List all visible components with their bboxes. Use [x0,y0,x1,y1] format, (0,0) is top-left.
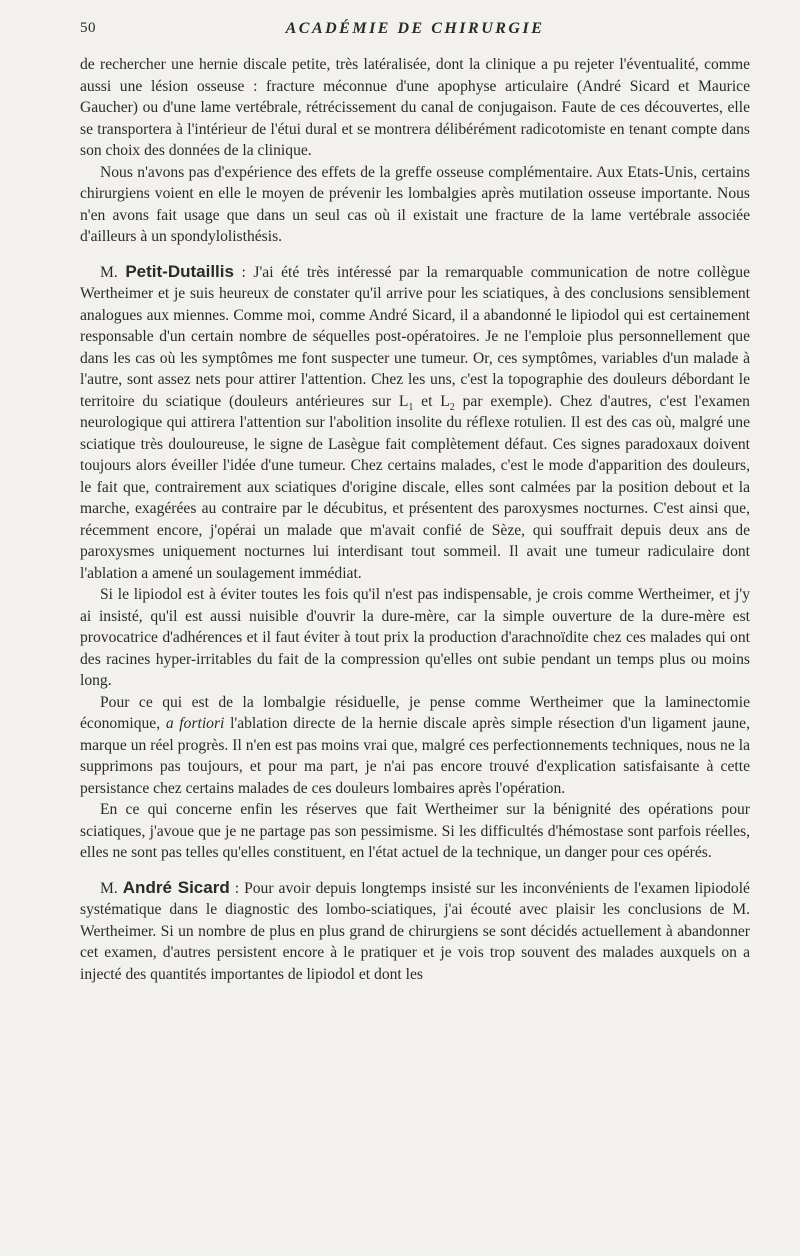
running-title: ACADÉMIE DE CHIRURGIE [285,20,545,37]
paragraph-lipiodol: Si le lipiodol est à éviter toutes les fois qu'il n'est pas indispensable, je crois comme Wertheimer, et j'y ai insisté, qu'il est aussi nuisible d'ouvrir la dure-mère, car la simple ouverture de la dure-mère est provocatrice d'adhérences et il faut éviter à tout prix la production d'arachnoïdite chez ces malades qui ont des racines hyper-irritables du fait de la compression qu'elles ont subie pendant un temps plus ou moins long. [80,586,750,689]
speaker-prefix: M. [100,879,123,897]
speaker-name-andre-sicard: André Sicard [122,877,230,897]
paragraph-text: Pour ce qui est de la lombalgie résiduelle, je pense comme Wertheimer que la laminectomie économique, [80,693,750,732]
paragraph-continuation: de rechercher une hernie discale petite, très latéralisée, dont la clinique a pu rejeter l'éventualité, comme aussi une lésion osseuse : fracture méconnue d'une apophyse articulaire (André Sicard et Maurice Gaucher) ou d'une lame vertébrale, rétrécissement du canal de conjugaison. Faute de ces découvertes, elle se transportera à l'intérieur de l'étui dural et se montrera délibérément radicotomiste en tenant compte dans son choix des données de la clinique. [80,56,750,159]
speaker-separator: : [233,263,254,281]
subscript: 1 [408,401,414,413]
page-number: 50 [80,20,96,36]
paragraph-reserves: En ce qui concerne enfin les réserves que fait Wertheimer sur la bénignité des opérations pour sciatiques, j'avoue que je ne partage pas son pessimisme. Si les difficultés d'hémostase sont parfois réelles, elles ne sont pas telles qu'elles constituent, en l'état actuel de la technique, un danger pour ces opérés. [80,801,750,861]
paragraph-text: par exemple). Chez d'autres, c'est l'examen neurologique qui attirera l'attention sur l'abolition insolite du réflexe rotulien. Il est des cas où, malgré une sciatique très douloureuse, le signe de Lasègue fait complètement défaut. Ces signes paradoxaux doivent toujours alors éveiller l'idée d'une tumeur. Chez certains malades, c'est le mode d'apparition des douleurs, le fait que, contrairement aux sciatiques d'origine discale, elles sont calmées par la position debout et la marche, exagérées au contraire par le décubitus, et présentent des paroxysmes nocturnes. C'est ainsi que, récemment encore, j'opérai un malade que m'avait confié de Sèze, qui souffrait depuis deux ans de paroxysmes uniquement nocturnes lui interdisant tout sommeil. Il avait une tumeur radiculaire dont l'ablation a amené un soulagement immédiat. [80,392,750,582]
paragraph-bone-graft: Nous n'avons pas d'expérience des effets de la greffe osseuse complémentaire. Aux Etats-Unis, certains chirurgiens voient en elle le moyen de prévenir les lombalgies après mutilation osseuse importante. Nous n'en avons fait usage que dans un seul cas où il existait une fracture de la lame vertébrale associée d'ailleurs à un spondylolisthésis. [80,163,750,245]
paragraph-text: l'ablation directe de la hernie discale après simple résection d'un ligament jaune, marque un réel progrès. Il n'en est pas moins vrai que, malgré ces perfectionnements techniques, nous ne la supprimons pas toujours, et pour ma part, je n'ai pas encore trouvé d'explication satisfaisante à cette persistance chez certains malades de ces douleurs lombaires après l'opération. [80,715,750,797]
paragraph-andre-sicard [80,877,750,986]
body-text [80,54,750,985]
paragraph-text: et L [413,392,450,410]
italic-phrase: a fortiori [165,715,225,732]
paragraph-petit-dutaillis [80,261,750,585]
paragraph-text: J'ai été très intéressé par la remarquable communication de notre collègue Wertheimer et je suis heureux de constater qu'il arrive pour les sciatiques, à des conclusions sensiblement analogues aux miennes. Comme moi, comme André Sicard, il a abandonné le lipiodol qui est certainement responsable d'un certain nombre de séquelles post-opératoires. Je ne l'emploie plus personnellement que dans les cas où les symptômes me font suspecter une tumeur. Or, ces symptômes, variables d'un malade à l'autre, sont assez nets pour attirer l'attention. Chez les uns, c'est la topographie des douleurs débordant le territoire du sciatique (douleurs antérieures sur L [80,263,750,410]
speaker-separator: : [229,879,245,897]
paragraph-lombalgie [80,692,750,800]
speaker-name-petit-dutaillis: Petit-Dutaillis [125,261,234,281]
paragraph-text: Pour avoir depuis longtemps insisté sur les inconvénients de l'examen lipiodolé systématique dans le diagnostic des lombo-sciatiques, j'ai écouté avec plaisir les conclusions de M. Wertheimer. Si un nombre de plus en plus grand de chirurgiens se sont décidés actuellement à abandonner cet examen, d'autres persistent encore à le pratiquer et je vois trop souvent des malades auxquels on a injecté des quantités importantes de lipiodol et dont les [80,879,750,983]
running-head [80,20,750,44]
speaker-prefix: M. [100,263,126,281]
subscript: 2 [449,401,455,413]
